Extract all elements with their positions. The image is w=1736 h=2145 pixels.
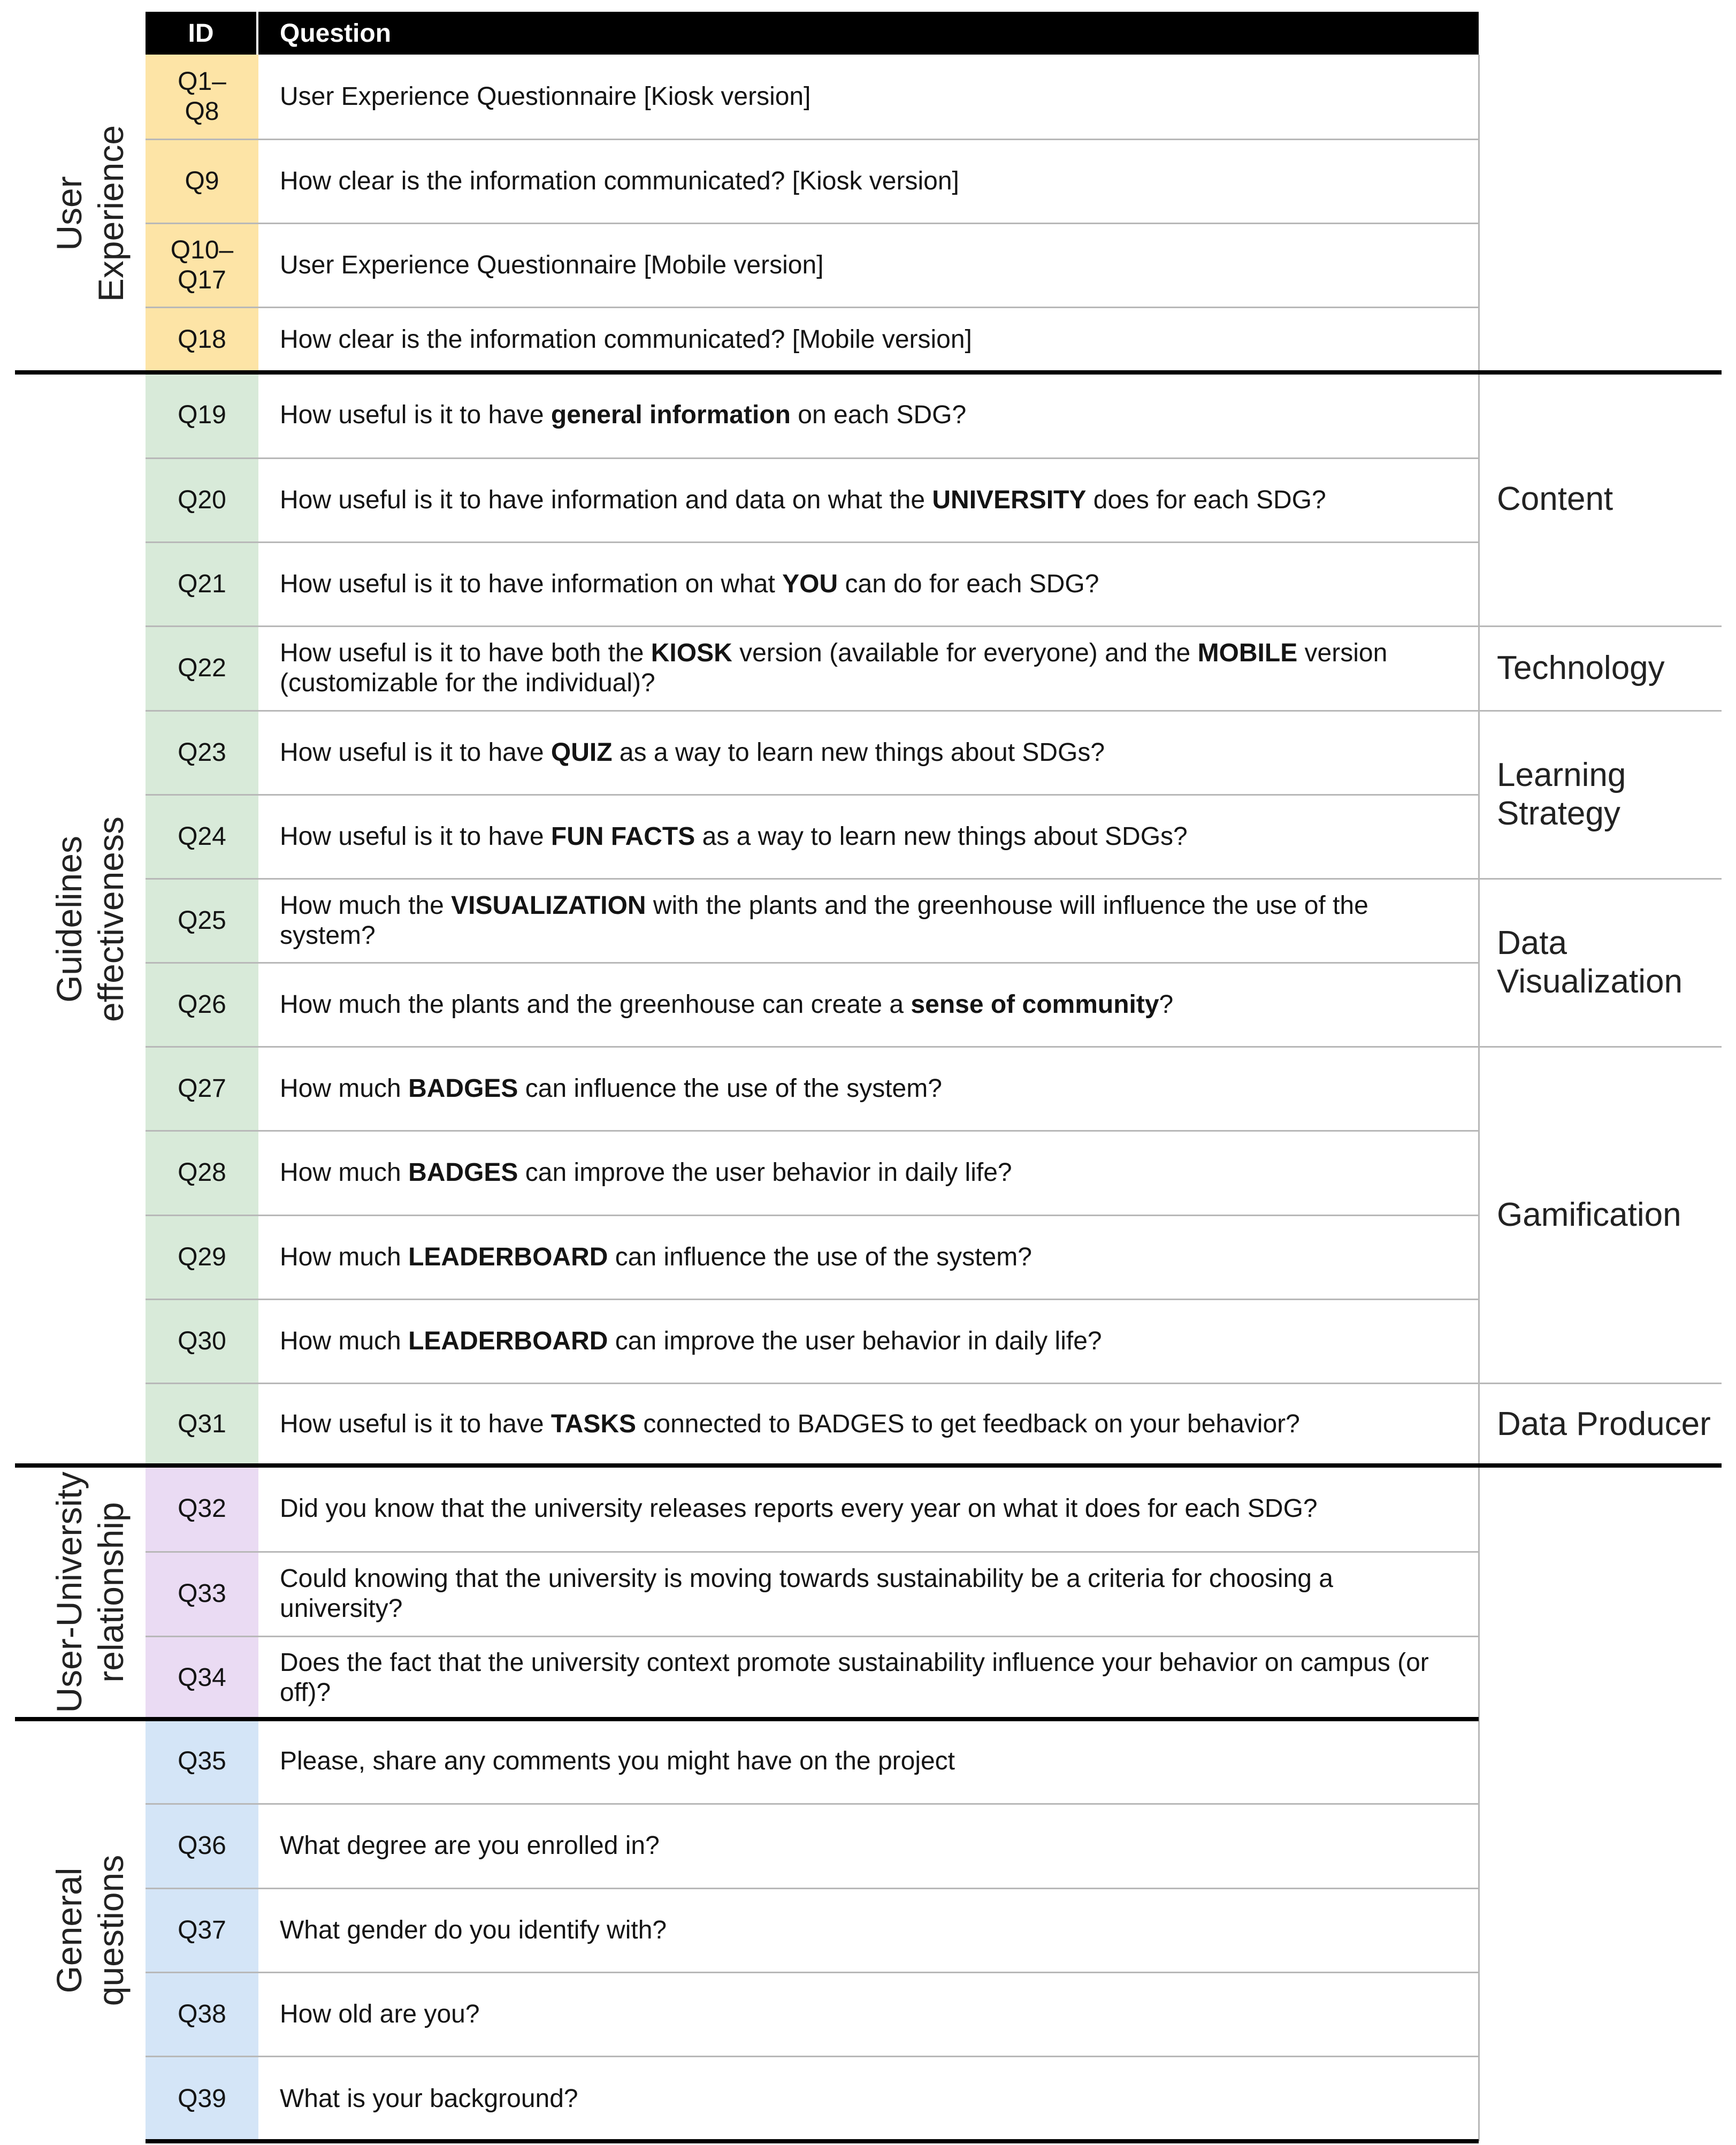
question-id-cell: Q27 (146, 1047, 258, 1131)
question-keyword: KIOSK (651, 639, 732, 667)
row-divider (146, 962, 1479, 964)
question-text-part: on each SDG? (790, 401, 967, 429)
question-id-cell: Q1– Q8 (146, 55, 258, 139)
question-text (280, 485, 1326, 515)
question-text-cell (258, 458, 1479, 542)
question-id-cell: Q30 (146, 1299, 258, 1383)
question-text (280, 1746, 955, 1776)
question-text-part: can do for each SDG? (838, 569, 1099, 598)
question-text-part: How useful is it to have both the (280, 639, 651, 667)
question-id-cell: Q28 (146, 1131, 258, 1215)
question-text-part: How useful is it to have information and data on what the (280, 485, 932, 514)
question-text-cell (258, 139, 1479, 223)
question-text-cell (258, 1215, 1479, 1299)
question-text-part: What degree are you enrolled in? (280, 1831, 660, 1860)
question-text (280, 638, 1463, 698)
question-text-cell (258, 1636, 1479, 1719)
guideline-label (1479, 372, 1722, 626)
question-text-part: How useful is it to have (280, 1410, 551, 1438)
question-keyword: YOU (782, 569, 838, 598)
section-divider (15, 1717, 1479, 1721)
row-divider (146, 625, 1479, 627)
section-label: General questions (49, 1854, 131, 2006)
question-text-part: ? (1159, 990, 1174, 1019)
guideline-label (1479, 1047, 1722, 1383)
question-text (280, 1158, 1012, 1188)
question-keyword: LEADERBOARD (408, 1326, 608, 1355)
question-text-cell (258, 1719, 1479, 1804)
row-divider (146, 1888, 1479, 1889)
question-text (280, 738, 1105, 768)
section-label: User Experience (49, 125, 131, 302)
guideline-label (1479, 879, 1722, 1047)
row-divider (146, 1636, 1479, 1637)
question-keyword: UNIVERSITY (932, 485, 1087, 514)
guideline-label-text: Content (1497, 480, 1613, 517)
question-text (280, 2084, 578, 2114)
question-text-part: How much (280, 1158, 409, 1187)
question-text (280, 166, 959, 196)
question-text-part: version (available for everyone) and the (732, 639, 1198, 667)
question-text (280, 990, 1173, 1020)
section-label: Guidelines effectiveness (49, 816, 131, 1022)
row-divider (146, 1972, 1479, 1973)
question-text-cell (258, 626, 1479, 711)
guideline-label (1479, 711, 1722, 879)
question-text (280, 1564, 1463, 1624)
question-text-part: What gender do you identify with? (280, 1915, 667, 1944)
section-label: User-University relationship (49, 1471, 131, 1713)
question-text (280, 1999, 480, 2029)
question-text-cell (258, 55, 1479, 139)
question-id-cell: Q36 (146, 1804, 258, 1888)
question-text-part: How useful is it to have (280, 822, 551, 851)
question-text-cell (258, 1888, 1479, 1972)
question-id-cell: Q26 (146, 963, 258, 1047)
header-id-cell: ID (146, 12, 258, 55)
question-keyword: VISUALIZATION (451, 891, 646, 920)
question-text-cell (258, 1383, 1479, 1465)
question-text-part: as a way to learn new things about SDGs? (612, 738, 1105, 767)
question-text-part: can influence the use of the system? (608, 1242, 1032, 1271)
question-text-cell (258, 1131, 1479, 1215)
guideline-label (1479, 626, 1722, 711)
row-divider (146, 1551, 1479, 1553)
question-id-cell: Q29 (146, 1215, 258, 1299)
question-text-cell (258, 879, 1479, 963)
question-text-part: Does the fact that the university context promote sustainability influence your behavior on campus (or off)? (280, 1648, 1429, 1707)
header-question-cell: Question (258, 12, 1479, 55)
section-divider (146, 2139, 1479, 2143)
section-divider (15, 1463, 1722, 1468)
row-divider (146, 794, 1479, 796)
question-text (280, 1326, 1102, 1356)
question-id-cell: Q21 (146, 542, 258, 626)
question-text-part: What is your background? (280, 2084, 578, 2113)
question-id-cell: Q19 (146, 372, 258, 458)
question-text-part: Did you know that the university releases reports every year on what it does for each SDG? (280, 1494, 1318, 1523)
question-id-cell: Q38 (146, 1972, 258, 2056)
question-text-cell (258, 1972, 1479, 2056)
question-text (280, 400, 966, 430)
question-id-cell: Q25 (146, 879, 258, 963)
question-text-cell (258, 711, 1479, 795)
question-text-part: with the plants and the greenhouse will influence the use of the system? (280, 891, 1368, 950)
question-text (280, 1648, 1463, 1708)
question-text-cell (258, 1804, 1479, 1888)
question-text-cell (258, 223, 1479, 307)
question-text-part: can improve the user behavior in daily life? (518, 1158, 1012, 1187)
row-divider (146, 1215, 1479, 1216)
row-divider (146, 1130, 1479, 1132)
question-text-part: version (customizable for the individual)? (280, 639, 1388, 697)
question-text (280, 1915, 667, 1945)
question-id-cell: Q22 (146, 626, 258, 711)
section-divider (15, 370, 1722, 375)
question-id-cell: Q34 (146, 1636, 258, 1719)
row-divider (146, 878, 1479, 880)
question-text (280, 1494, 1318, 1524)
question-text-part: How much (280, 1074, 409, 1103)
row-divider (146, 457, 1479, 459)
question-keyword: TASKS (550, 1410, 637, 1438)
question-text-part: can improve the user behavior in daily life? (608, 1326, 1102, 1355)
question-text-part: can influence the use of the system? (518, 1074, 942, 1103)
guideline-label-text: Learning Strategy (1497, 757, 1626, 832)
question-text-cell (258, 2056, 1479, 2141)
question-keyword: QUIZ (550, 738, 613, 767)
question-id-cell: Q37 (146, 1888, 258, 1972)
question-text-cell (258, 1299, 1479, 1383)
question-text-part: How much the (280, 891, 452, 920)
question-keyword: BADGES (408, 1158, 518, 1187)
row-divider (146, 710, 1479, 712)
question-text-cell (258, 1047, 1479, 1131)
row-divider (146, 2056, 1479, 2057)
row-divider (146, 307, 1479, 308)
question-id-cell: Q10– Q17 (146, 223, 258, 307)
question-keyword: general information (550, 401, 791, 429)
guideline-label-text: Gamification (1497, 1196, 1681, 1233)
question-text-part: How useful is it to have information on what (280, 569, 783, 598)
guideline-label-text: Technology (1497, 650, 1665, 686)
guideline-label (1479, 1383, 1722, 1465)
question-id-cell: Q39 (146, 2056, 258, 2141)
question-text-part: as a way to learn new things about SDGs? (695, 822, 1188, 851)
question-text-part: User Experience Questionnaire [Mobile version] (280, 250, 824, 279)
question-text-cell (258, 1552, 1479, 1636)
question-text (280, 82, 810, 112)
row-divider (146, 1803, 1479, 1805)
question-id-cell: Q23 (146, 711, 258, 795)
question-id-cell: Q24 (146, 795, 258, 879)
question-text-part: Could knowing that the university is moving towards sustainability be a criteria for choosing a university? (280, 1564, 1333, 1623)
question-text (280, 1074, 942, 1104)
question-text-part: How clear is the information communicated? [Mobile version] (280, 325, 972, 354)
question-text (280, 1831, 660, 1861)
row-divider (146, 1383, 1479, 1384)
question-text-part: How clear is the information communicated? [Kiosk version] (280, 166, 959, 195)
question-text-cell (258, 963, 1479, 1047)
question-keyword: FUN FACTS (550, 822, 695, 851)
question-text-part: How old are you? (280, 1999, 480, 2028)
question-text-part: Please, share any comments you might have on the project (280, 1747, 955, 1775)
question-text-cell (258, 307, 1479, 372)
question-id-cell: Q9 (146, 139, 258, 223)
question-text (280, 325, 972, 355)
question-keyword: LEADERBOARD (408, 1242, 608, 1271)
question-id-cell: Q18 (146, 307, 258, 372)
question-text (280, 822, 1188, 852)
question-id-cell: Q33 (146, 1552, 258, 1636)
question-keyword: sense of community (911, 990, 1159, 1019)
question-text-part: How much (280, 1326, 409, 1355)
question-text (280, 1409, 1300, 1439)
question-keyword: MOBILE (1197, 639, 1298, 667)
row-divider (146, 1046, 1479, 1048)
question-text-part: User Experience Questionnaire [Kiosk version] (280, 82, 811, 111)
row-divider (146, 1299, 1479, 1300)
guideline-label-text: Data Visualization (1497, 925, 1683, 1000)
question-id-cell: Q35 (146, 1719, 258, 1804)
question-text-part: connected to BADGES to get feedback on your behavior? (636, 1410, 1300, 1438)
question-text-part: How much the plants and the greenhouse can create a (280, 990, 911, 1019)
question-text-cell (258, 542, 1479, 626)
guideline-label-text: Data Producer (1497, 1406, 1711, 1442)
question-text-part: How much (280, 1242, 409, 1271)
question-text-cell (258, 795, 1479, 879)
question-id-cell: Q20 (146, 458, 258, 542)
question-text-part: does for each SDG? (1086, 485, 1326, 514)
row-divider (146, 541, 1479, 543)
row-divider (146, 223, 1479, 224)
question-text (280, 1242, 1032, 1272)
question-id-cell: Q32 (146, 1465, 258, 1552)
question-text (280, 569, 1099, 599)
question-id-cell: Q31 (146, 1383, 258, 1465)
question-text-cell (258, 1465, 1479, 1552)
question-text-part: How useful is it to have (280, 738, 551, 767)
question-text (280, 891, 1463, 951)
question-keyword: BADGES (408, 1074, 518, 1103)
row-divider (146, 139, 1479, 140)
question-text-part: How useful is it to have (280, 401, 551, 429)
question-text-cell (258, 372, 1479, 458)
question-text (280, 250, 823, 280)
